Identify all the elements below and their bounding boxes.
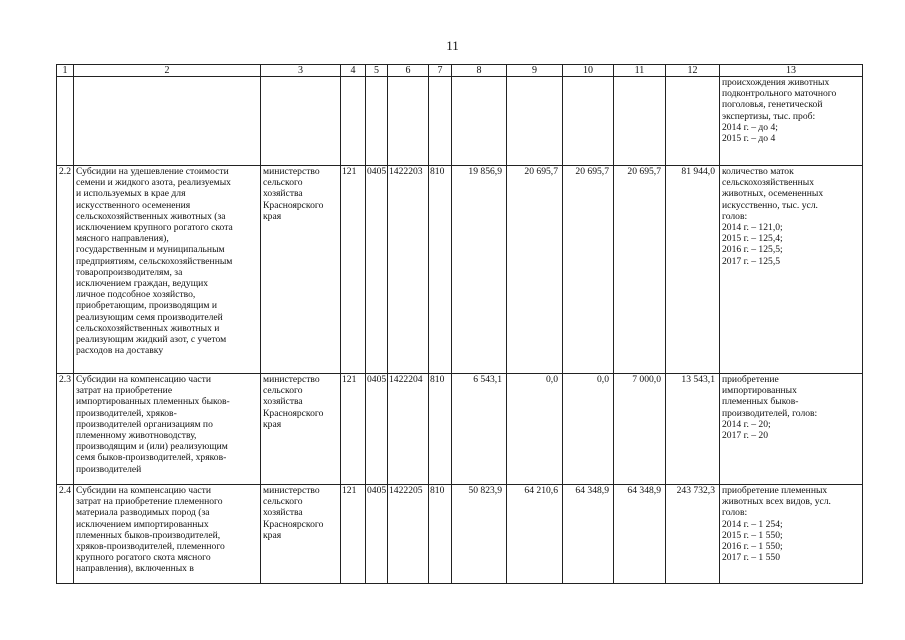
cell-line: министерство [263,485,320,496]
cell-line: Красноярского [263,518,324,530]
cell-line: количество маток [722,166,794,177]
cell-line: реализующим семя производителей [76,311,223,323]
cell-line: края [263,418,282,430]
code-cell: 0405 [366,374,388,485]
cell-line: животных всех видов, усл. [722,496,831,508]
cell-line: реализующим жидкий азот, с учетом [76,334,227,346]
cell-line: 2015 г. – 125,4; [722,233,783,245]
amount-cell: 20 695,7 [507,166,563,374]
amount-cell: 13 543,1 [666,374,720,485]
cell-line: производителей, голов: [722,407,818,419]
header-cell: 1 [57,65,74,77]
amount-cell: 7 000,0 [614,374,666,485]
cell-line: 2017 г. – 20 [722,430,769,442]
cell-line: 2014 г. – 121,0; [722,222,783,234]
cell-line: и используемых в крае для [76,188,186,200]
table-row [57,166,863,374]
row-number-cell: 2.2 [57,166,74,374]
cell-line: поголовья, генетической [722,99,823,111]
header-cell: 3 [261,65,341,77]
cell-line: производителей, хряков- [76,407,177,419]
cell-line: 2014 г. – до 4; [722,121,778,133]
cell-line: расходов на доставку [76,345,164,357]
cell-line: Красноярского [263,199,324,211]
cell-line: министерство [263,166,320,177]
cell-line: происхождения животных [722,77,830,88]
cell-line: 2017 г. – 125,5 [722,255,781,267]
cell-line: крупного рогатого скота мясного [76,552,211,564]
code-cell: 810 [429,374,452,485]
cell-line: сельского [263,385,303,397]
cell-line: края [263,210,282,222]
description-cell [74,485,261,584]
header-cell: 4 [341,65,366,77]
cell-line: направления), включенных в [76,563,194,575]
program-table [56,64,863,584]
cell-line: 2016 г. – 125,5; [722,244,783,256]
header-cell: 7 [429,65,452,77]
cell-line: хозяйства [263,507,303,519]
cell-line: голов: [722,210,748,222]
cell-line: семя быков-производителей, хряков- [76,452,227,464]
amount-cell: 81 944,0 [666,166,720,374]
header-cell: 8 [452,65,507,77]
cell-line: племенных быков- [722,396,799,408]
cell-line: приобретение племенных [722,485,828,496]
cell-line: исключением граждан, ведущих [76,278,209,290]
amount-cell: 20 695,7 [563,166,614,374]
code-cell: 1422204 [388,374,429,485]
cell-line: искусственного осеменения [76,199,191,211]
cell-line: производителей организациям по [76,418,213,430]
header-cell: 10 [563,65,614,77]
row-number-cell: 2.3 [57,374,74,485]
amount-cell: 6 543,1 [452,374,507,485]
cell-line: животных, осемененных [722,188,824,200]
amount-cell: 243 732,3 [666,485,720,584]
code-cell: 0405 [366,166,388,374]
cell-line: хряков-производителей, племенного [76,541,225,553]
cell-line: государственным и муниципальным [76,244,225,256]
header-cell: 12 [666,65,720,77]
table-row [57,485,863,584]
cell-line: Красноярского [263,407,324,419]
cell-line: искусственно, тыс. усл. [722,199,818,211]
table-row-continuation [57,77,863,166]
indicator-cell [720,166,863,374]
code-cell: 121 [341,166,366,374]
cell-line: сельского [263,496,303,508]
cell-line: сельскохозяйственных животных и [76,322,220,334]
cell-line: сельскохозяйственных животных (за [76,210,226,222]
cell-line: Субсидии на компенсацию части [76,485,211,496]
amount-cell: 20 695,7 [614,166,666,374]
description-cell [74,374,261,485]
amount-cell: 19 856,9 [452,166,507,374]
cell-line: Субсидии на удешевление стоимости [76,166,229,177]
cell-line: 2015 г. – до 4 [722,133,776,145]
description-cell [74,166,261,374]
code-cell: 0405 [366,485,388,584]
cell-line: исключением крупного рогатого скота [76,222,233,234]
cell-line: племенных быков-производителей, [76,529,221,541]
cell-line: 2016 г. – 1 550; [722,541,783,553]
cell-line: хозяйства [263,396,303,408]
cell-line: сельского [263,177,303,189]
cell-line: Субсидии на компенсацию части [76,374,211,385]
amount-cell: 64 348,9 [563,485,614,584]
cell-line: племенному животноводству, [76,430,197,442]
cell-line: сельскохозяйственных [722,177,815,189]
cell-line: 2017 г. – 1 550 [722,552,781,564]
amount-cell: 0,0 [563,374,614,485]
amount-cell: 64 348,9 [614,485,666,584]
page-number: 11 [446,38,459,53]
header-cell: 13 [720,65,863,77]
cell-line: экспертизы, тыс. проб: [722,110,816,122]
cell-line: голов: [722,507,748,519]
code-cell: 1422203 [388,166,429,374]
cell-line: подконтрольного маточного [722,88,837,100]
row-number-cell: 2.4 [57,485,74,584]
cell-line: приобретение [722,374,779,385]
cell-line: хозяйства [263,188,303,200]
amount-cell: 64 210,6 [507,485,563,584]
header-cell: 9 [507,65,563,77]
cell-line: затрат на приобретение племенного [76,496,223,508]
cell-line: приобретающим, производящим и [76,300,217,312]
cell-line: исключением импортированных [76,518,209,530]
code-cell: 1422205 [388,485,429,584]
cell-line: края [263,529,282,541]
ministry-cell [261,374,341,485]
cell-line: импортированных [722,385,797,397]
cell-line: материала разводимых пород (за [76,507,210,519]
cell-line: производящим и (или) реализующим [76,441,228,453]
cell-line: 2014 г. – 20; [722,418,771,430]
cell-line: министерство [263,374,320,385]
ministry-cell [261,166,341,374]
indicator-cell [720,485,863,584]
table-row [57,374,863,485]
header-cell: 6 [388,65,429,77]
cell-line: затрат на приобретение [76,385,173,397]
code-cell: 121 [341,485,366,584]
cell-line: 2015 г. – 1 550; [722,529,783,541]
code-cell: 810 [429,166,452,374]
ministry-cell [261,485,341,584]
amount-cell: 0,0 [507,374,563,485]
cell-line: личное подсобное хозяйство, [76,289,196,301]
header-cell: 11 [614,65,666,77]
header-cell: 5 [366,65,388,77]
cell-line: семени и жидкого азота, реализуемых [76,177,231,189]
amount-cell: 50 823,9 [452,485,507,584]
header-cell: 2 [74,65,261,77]
indicator-cell [720,374,863,485]
cell-line: мясного направления), [76,233,169,245]
cell-line: товаропроизводителям, за [76,266,183,278]
code-cell: 810 [429,485,452,584]
cell-line: импортированных племенных быков- [76,396,230,408]
header-row [57,65,863,77]
code-cell: 121 [341,374,366,485]
cell-line: 2014 г. – 1 254; [722,518,783,530]
cell-line: предприятиям, сельскохозяйственным [76,255,233,267]
cell-line: производителей [76,463,142,475]
indicator-cell [720,77,863,166]
